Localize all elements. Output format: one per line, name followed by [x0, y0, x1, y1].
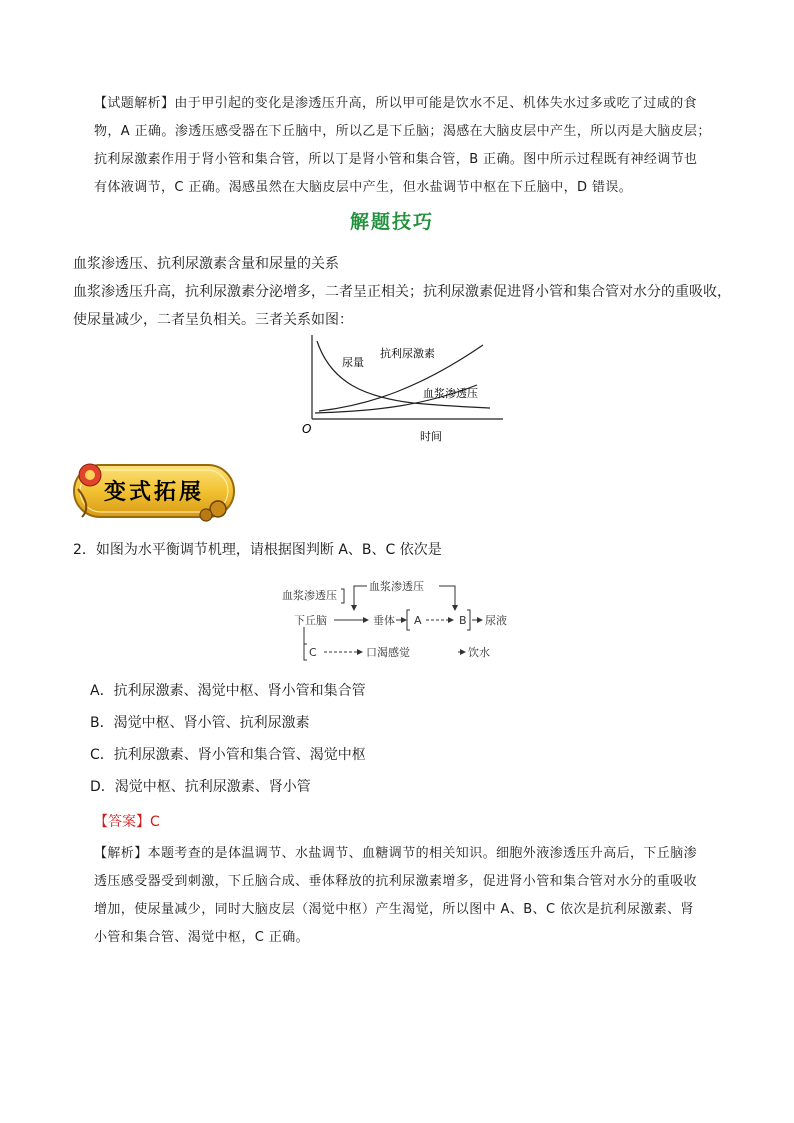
banner-label: 变式拓展 [104, 479, 205, 505]
water-balance-diagram [268, 572, 538, 664]
analysis-line: 【解析】本题考查的是体温调节、水盐调节、血糖调节的相关知识。细胞外液渗透压升高后，下丘脑渗 [94, 846, 698, 861]
analysis-line: 物，A 正确。渗透压感受器在下丘脑中，所以乙是下丘脑；渴感在大脑皮层中产生，所以丙是大脑皮层； [94, 124, 711, 139]
tips-line: 使尿量减少，二者呈负相关。三者关系如图： [73, 312, 353, 328]
analysis-paragraph-2 [94, 840, 714, 952]
analysis-line: 增加，使尿量减少，同时大脑皮层（渴觉中枢）产生渴觉，所以图中 A、B、C 依次是抗利尿激素、肾 [94, 902, 694, 917]
series-label-urine: 尿量 [342, 356, 364, 369]
option-b[interactable]: B．渴觉中枢、肾小管、抗利尿激素 [90, 715, 310, 731]
analysis-line: 有体液调节，C 正确。渴感虽然在大脑皮层中产生，但水盐调节中枢在下丘脑中，D 错误。 [94, 180, 633, 195]
tips-line: 血浆渗透压升高，抗利尿激素分泌增多，二者呈正相关；抗利尿激素促进肾小管和集合管对水分的重吸收， [73, 284, 731, 300]
analysis-line: 【试题解析】由于甲引起的变化是渗透压升高，所以甲可能是饮水不足、机体失水过多或吃了过咸的食 [94, 96, 698, 111]
diagram-hypothalamus: 下丘脑 [294, 614, 327, 627]
diagram-drink: 饮水 [468, 646, 490, 659]
analysis-line: 透压感受器受到刺激，下丘脑合成、垂体释放的抗利尿激素增多，促进肾小管和集合管对水分的重吸收 [94, 874, 698, 889]
diagram-box-c: C [309, 646, 317, 659]
variant-banner [68, 455, 240, 525]
diagram-plasma-right: 血浆渗透压 [369, 580, 424, 593]
relationship-chart [295, 333, 505, 445]
question-stem: 2．如图为水平衡调节机理，请根据图判断 A、B、C 依次是 [73, 542, 442, 558]
analysis-paragraph-1 [94, 90, 714, 202]
diagram-pituitary: 垂体 [373, 614, 395, 627]
diagram-urine: 尿液 [485, 614, 507, 627]
answer-value: C [150, 814, 160, 830]
analysis-line: 抗利尿激素作用于肾小管和集合管，所以丁是肾小管和集合管，B 正确。图中所示过程既有神经调节也 [94, 152, 698, 167]
analysis-line: 小管和集合管、渴觉中枢，C 正确。 [94, 930, 310, 945]
diagram-plasma-left: 血浆渗透压 [282, 589, 337, 602]
series-label-adh: 抗利尿激素 [380, 347, 435, 360]
tips-paragraph [73, 250, 733, 334]
diagram-box-a: A [414, 614, 422, 627]
origin-label: O [302, 422, 312, 436]
tips-title: 解题技巧 [350, 211, 435, 233]
option-a[interactable]: A．抗利尿激素、渴觉中枢、肾小管和集合管 [90, 683, 366, 699]
diagram-thirst: 口渴感觉 [366, 646, 410, 659]
option-d[interactable]: D．渴觉中枢、抗利尿激素、肾小管 [90, 779, 311, 795]
tips-subtitle: 血浆渗透压、抗利尿激素含量和尿量的关系 [73, 256, 339, 272]
diagram-box-b: B [459, 614, 467, 627]
x-axis-label: 时间 [420, 430, 442, 443]
answer-label: 【答案】 [94, 814, 150, 830]
options-list [90, 677, 690, 805]
option-c[interactable]: C．抗利尿激素、肾小管和集合管、渴觉中枢 [90, 747, 366, 763]
series-label-plasma: 血浆渗透压 [423, 387, 478, 400]
answer-line [94, 808, 160, 836]
